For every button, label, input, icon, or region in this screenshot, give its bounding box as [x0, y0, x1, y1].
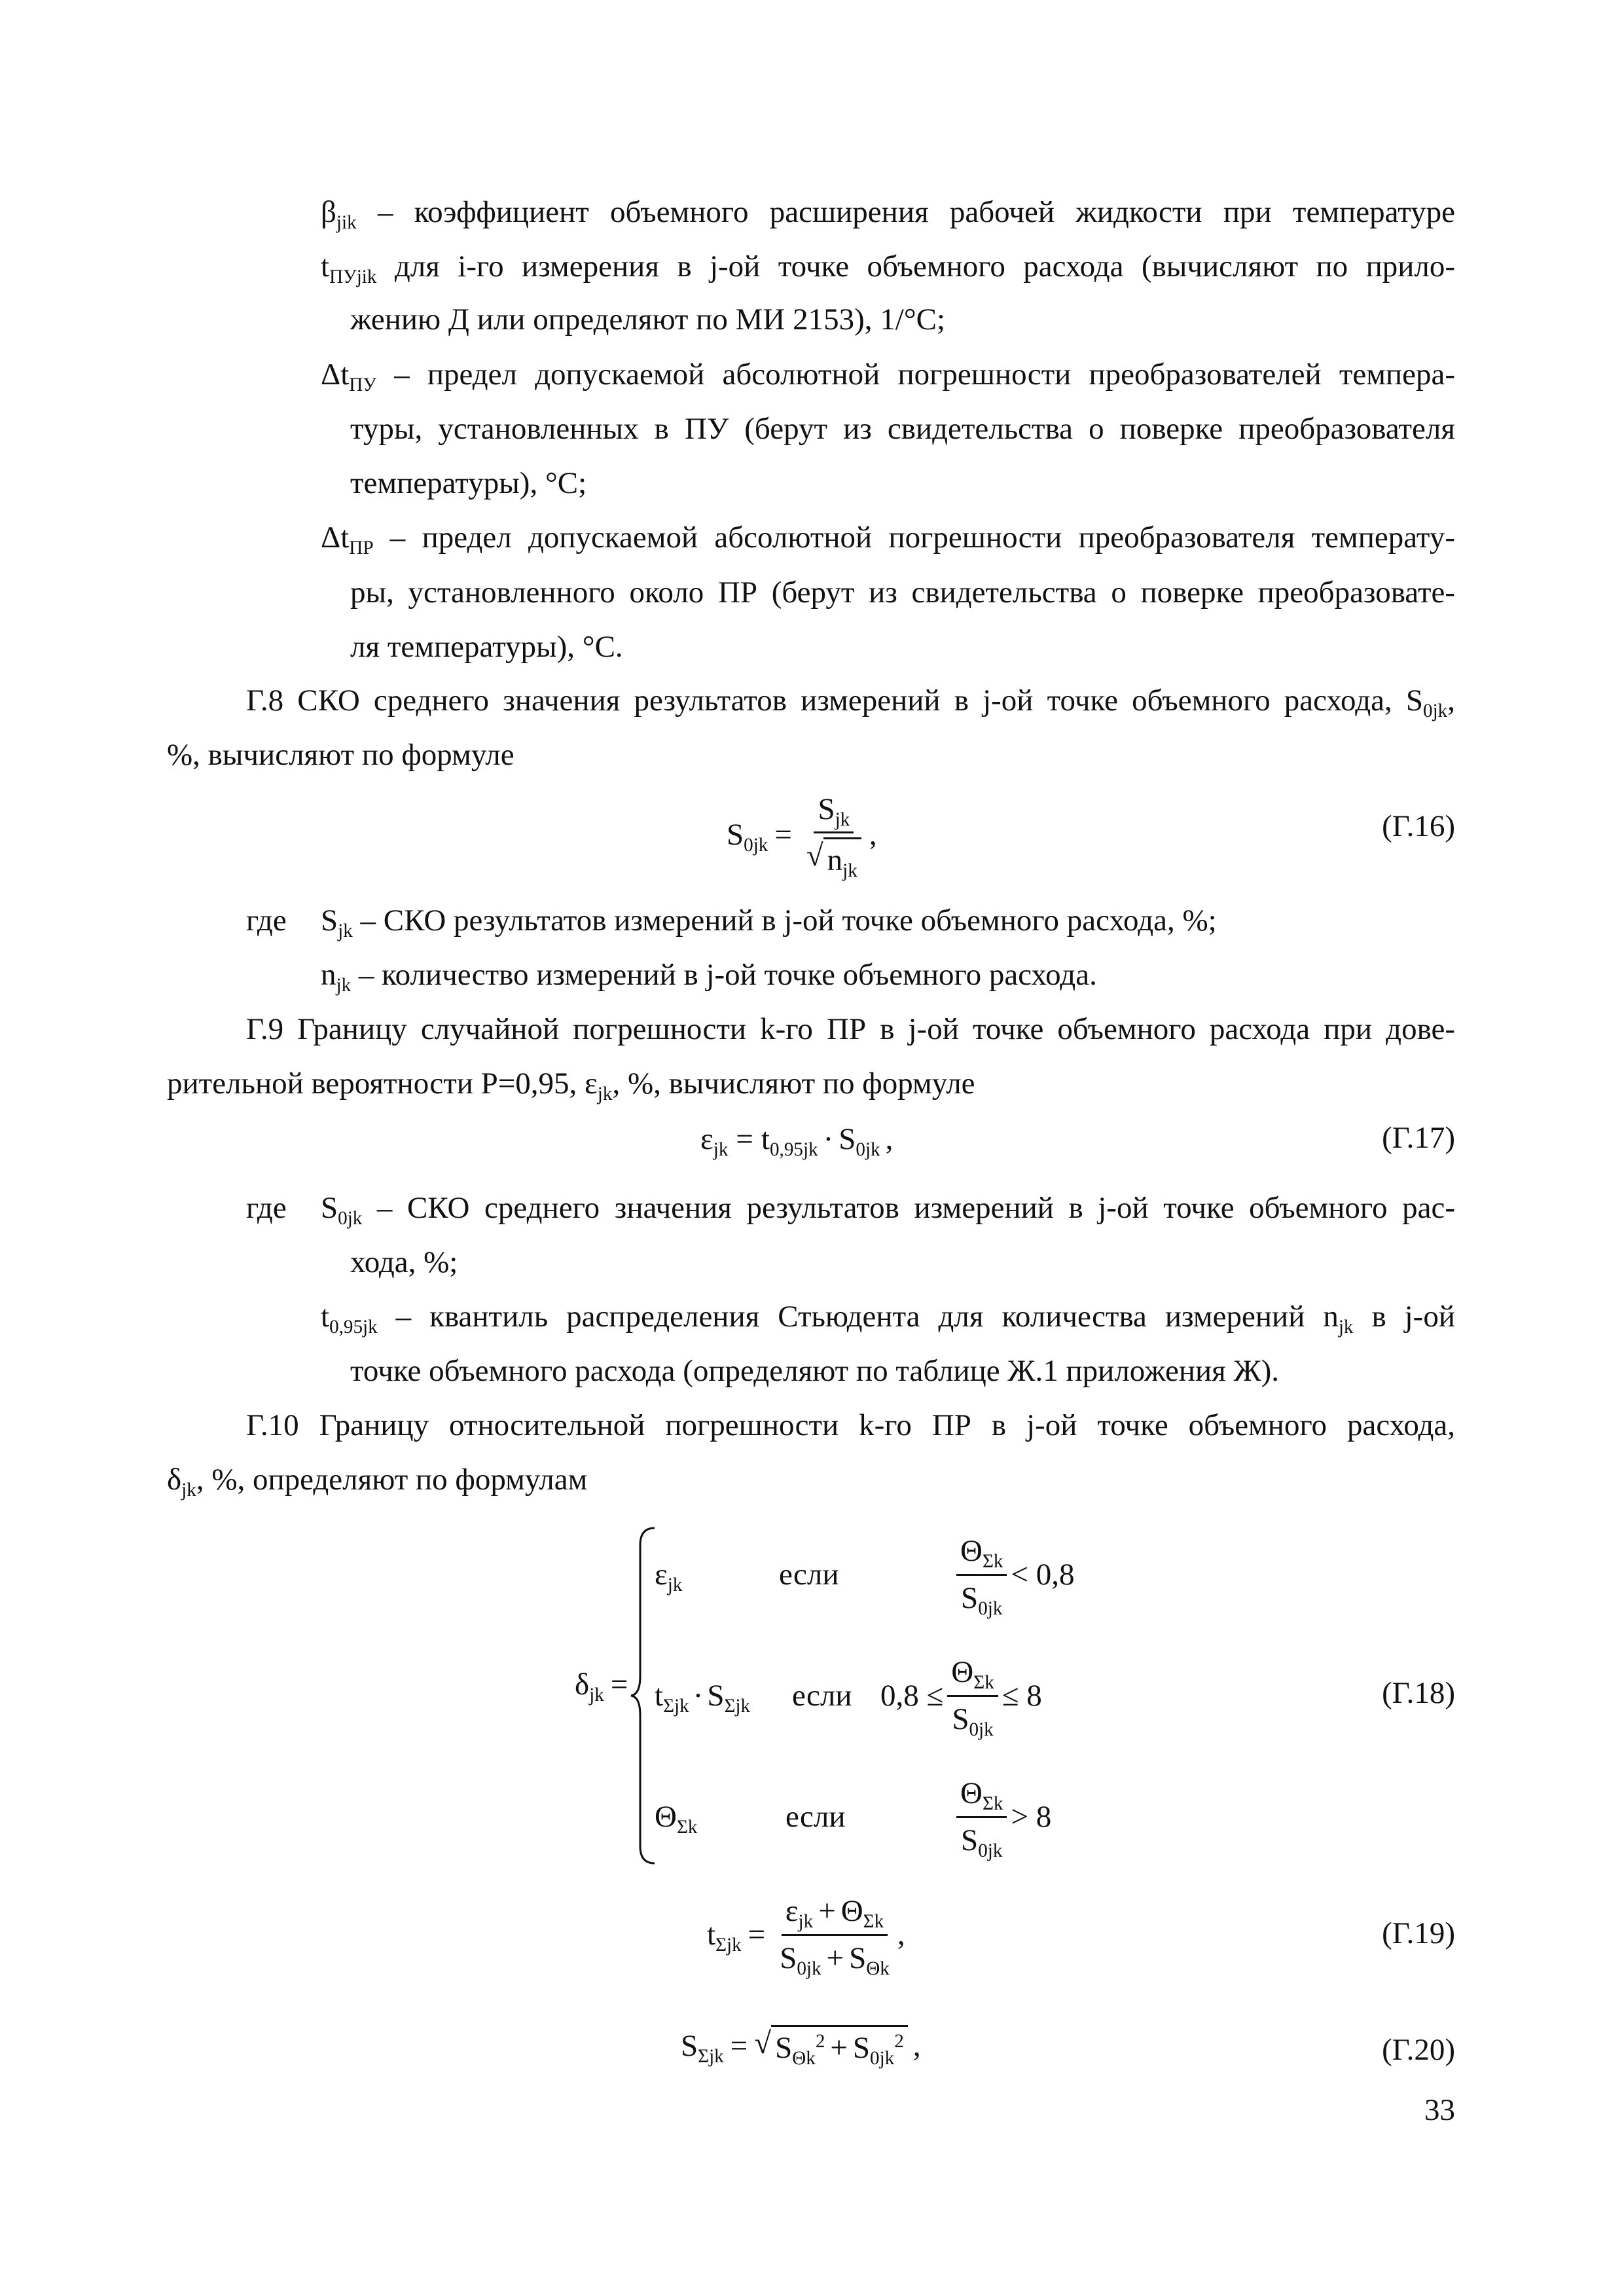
- eq18-case-2: $t_{\Sigma jk} \cdot S_{\Sigma jk}$ если 0,8 ≤ $\frac{\Theta_{\Sigma k}}{S_{0jk}}$ ≤ 8: [655, 1655, 1042, 1740]
- where16-line1: $S_{jk}$ – СКО результатов измерений в j-ой точке объемного расхода, %;: [321, 903, 1217, 942]
- definition-line: $\beta_{jik}$ – коэффициент объемного расширения рабочей жидкости при температуре: [321, 195, 1455, 234]
- section-g10-line1: Г.10 Границу относительной погрешности k-го ПР в j-ой точке объемного расхода,: [246, 1408, 1455, 1442]
- eq18-lhs: $\delta_{jk}$ =: [575, 1667, 628, 1706]
- eq19-fraction: $\frac{\varepsilon_{jk} + \Theta_{\Sigma k}}{S_{0jk} + S_{\Theta k}}$: [780, 1894, 890, 1979]
- eq18-case-3: $\Theta_{\Sigma k}$ если $\frac{\Theta_{\Sigma k}}{S_{0jk}}$ > 8: [655, 1776, 1052, 1861]
- definition-line: $t_{ПУjik}$ для i-го измерения в j-ой точке объемного расхода (вычисляют по прило-: [321, 249, 1455, 288]
- section-g10-line2: $\delta_{jk}$, %, определяют по формулам: [167, 1463, 588, 1501]
- sqrt-symbol: √ $n_{jk}$: [806, 837, 861, 879]
- where17-line1: $S_{0jk}$ – СКО среднего значения результатов измерений в j-ой точке объемного рас-: [321, 1191, 1455, 1230]
- equation-g16: $S_{0jk}$ = $S_{jk}$ √ $n_{jk}$ ,: [727, 792, 877, 882]
- where16-line2: $n_{jk}$ – количество измерений в j-ой точке объемного расхода.: [321, 958, 1097, 996]
- section-g8-line2: %, вычисляют по формуле: [167, 738, 514, 772]
- section-g9-line2: рительной вероятности P=0,95, $\varepsilon_{jk}$, %, вычисляют по формуле: [167, 1066, 975, 1105]
- equation-number-g20: (Г.20): [1382, 2033, 1455, 2067]
- eq18-case3-fraction: $\frac{\Theta_{\Sigma k}}{S_{0jk}}$: [956, 1775, 1007, 1859]
- eq16-lhs: $S_{0jk}$: [727, 817, 768, 856]
- section-g9-line1: Г.9 Границу случайной погрешности k-го ПР в j-ой точке объемного расхода при дове-: [246, 1012, 1455, 1046]
- definition-line: ля температуры), °С.: [350, 630, 623, 664]
- definition-line: туры, установленных в ПУ (берут из свидетельства о поверке преобразователя: [350, 412, 1455, 446]
- definition-line: температуры), °С;: [350, 466, 587, 500]
- eq18-case2-fraction: $\frac{\Theta_{\Sigma k}}{S_{0jk}}$: [947, 1654, 998, 1738]
- where17-line4: точке объемного расхода (определяют по таблице Ж.1 приложения Ж).: [350, 1354, 1280, 1388]
- equation-number-g18: (Г.18): [1382, 1676, 1455, 1710]
- eq16-equals: =: [774, 817, 792, 852]
- sqrt-symbol: √ $S_{\Theta k}^2 + S_{0jk}^2$: [754, 2025, 908, 2066]
- equation-g17: $\varepsilon_{jk}$ = $t_{0,95jk}$ · $S_{0jk}$ ,: [700, 1121, 893, 1160]
- where-label: где: [246, 903, 287, 938]
- section-g8-line1: Г.8 СКО среднего значения результатов измерений в j-ой точке объемного расхода, $S_{0jk}$,: [246, 683, 1455, 722]
- eq18-case1-fraction: $\frac{\Theta_{\Sigma k}}{S_{0jk}}$: [956, 1533, 1007, 1616]
- definition-line: ры, установленного около ПР (берут из свидетельства о поверке преобразовате-: [350, 575, 1455, 610]
- definition-line: $\Delta t_{ПР}$ – предел допускаемой абсолютной погрешности преобразователя температу-: [321, 520, 1455, 559]
- page-number: 33: [1424, 2093, 1455, 2127]
- equation-g20: $S_{\Sigma jk}$ = √ $S_{\Theta k}^2 + S_{0jk}^2$ ,: [681, 2026, 921, 2069]
- equation-number-g19: (Г.19): [1382, 1916, 1455, 1950]
- eq18-case-1: $\varepsilon_{jk}$ если $\frac{\Theta_{\Sigma k}}{S_{0jk}}$ < 0,8: [655, 1534, 1075, 1619]
- definition-line: жению Д или определяют по МИ 2153), 1/°С;: [350, 302, 946, 337]
- equation-number-g16: (Г.16): [1382, 809, 1455, 843]
- where17-line2: хода, %;: [350, 1245, 458, 1279]
- where17-line3: $t_{0,95jk}$ – квантиль распределения Стьюдента для количества измерений $n_{jk}$ в j-ой: [321, 1300, 1455, 1338]
- eq16-fraction: $S_{jk}$ √ $n_{jk}$: [803, 791, 865, 879]
- equation-g19: $t_{\Sigma jk}$ = $\frac{\varepsilon_{jk} + \Theta_{\Sigma k}}{S_{0jk} + S_{\Theta k}}$ ,: [707, 1894, 905, 1979]
- definition-line: $\Delta t_{ПУ}$ – предел допускаемой абсолютной погрешности преобразователей темпера-: [321, 357, 1455, 396]
- equation-number-g17: (Г.17): [1382, 1121, 1455, 1155]
- where-label: где: [246, 1191, 287, 1225]
